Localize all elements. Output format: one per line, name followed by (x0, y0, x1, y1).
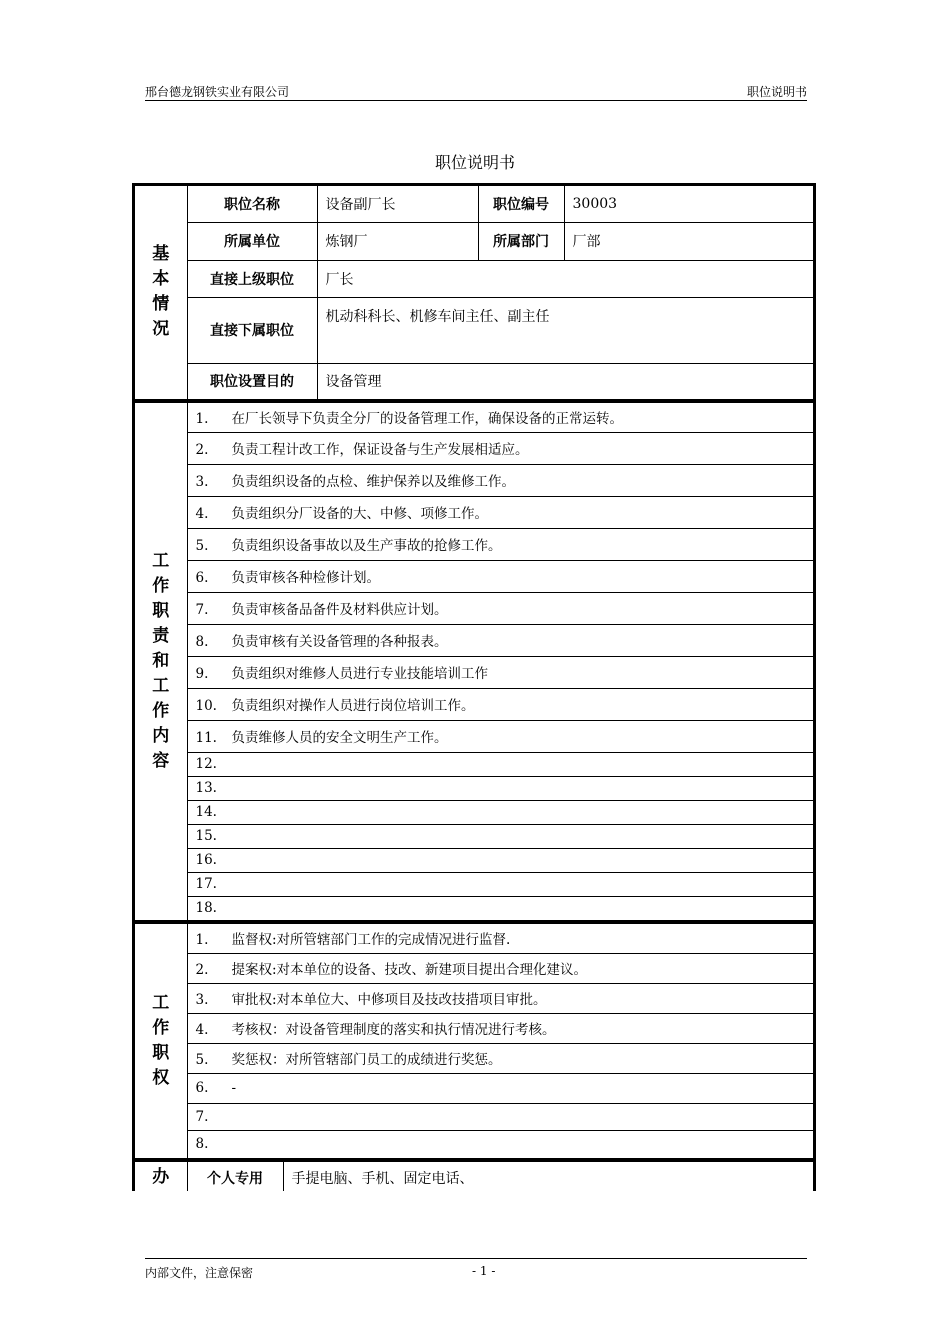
duties-row (135, 528, 813, 560)
authority-item (187, 983, 813, 1013)
dept-label: 所属部门 (478, 222, 564, 260)
duties-item-number: 2. (195, 442, 209, 458)
duties-item-text: 负责组织设备事故以及生产事故的抢修工作。 (231, 538, 502, 554)
section-duties (135, 401, 187, 920)
position-name-label: 职位名称 (187, 186, 317, 222)
authority-item-number: 4. (195, 1022, 209, 1038)
purpose-value: 设备管理 (317, 363, 813, 399)
duties-row (135, 432, 813, 464)
duties-item-number: 3. (195, 474, 209, 490)
duties-item (187, 656, 813, 688)
duties-item (187, 752, 813, 776)
duties-item (187, 720, 813, 752)
authority-item (187, 1130, 813, 1158)
duties-item-text: 负责组织设备的点检、维护保养以及维修工作。 (231, 474, 515, 490)
subordinate-value: 机动科科长、机修车间主任、副主任 (317, 297, 813, 363)
duties-row (135, 896, 813, 920)
duties-item-text: 负责组织对维修人员进行专业技能培训工作 (231, 666, 488, 682)
page-number: - 1 - (472, 1264, 496, 1278)
duties-item-number: 7. (195, 602, 209, 618)
duties-item (187, 496, 813, 528)
authority-row (135, 922, 813, 953)
duties-item-number: 9. (195, 666, 209, 682)
office-table (135, 1159, 813, 1192)
duties-item-number: 12. (195, 756, 217, 772)
duties-row (135, 688, 813, 720)
section-authority (135, 922, 187, 1158)
duties-item-number: 6. (195, 570, 209, 586)
duties-row (135, 624, 813, 656)
duties-item-number: 15. (195, 828, 217, 844)
duties-item-text: 负责组织对操作人员进行岗位培训工作。 (231, 698, 475, 714)
confidential-note: 内部文件，注意保密 (145, 1266, 254, 1280)
duties-row (135, 776, 813, 800)
duties-item (187, 872, 813, 896)
duties-item-number: 11. (195, 730, 217, 746)
duties-item-number: 1. (195, 411, 209, 427)
duties-item-text: 负责审核各种检修计划。 (231, 570, 380, 586)
page-header (145, 82, 807, 101)
company-name: 邢台德龙钢铁实业有限公司 (145, 85, 290, 99)
section-basic (135, 186, 187, 399)
duties-item (187, 624, 813, 656)
authority-item (187, 922, 813, 953)
authority-item (187, 1013, 813, 1043)
duties-row (135, 656, 813, 688)
duties-row (135, 592, 813, 624)
duties-row (135, 496, 813, 528)
superior-label: 直接上级职位 (187, 260, 317, 297)
duties-row (135, 752, 813, 776)
duties-item-text: 在厂长领导下负责全分厂的设备管理工作，确保设备的正常运转。 (231, 411, 623, 427)
authority-item-number: 7. (195, 1108, 209, 1125)
authority-row (135, 1103, 813, 1130)
duties-item-text: 负责组织分厂设备的大、中修、项修工作。 (231, 506, 488, 522)
unit-value: 炼钢厂 (317, 222, 478, 260)
authority-row (135, 983, 813, 1013)
duties-item (187, 848, 813, 872)
duties-item-number: 17. (195, 876, 217, 892)
job-description-table (132, 183, 816, 1191)
position-name-value: 设备副厂长 (317, 186, 478, 222)
duties-item-number: 4. (195, 506, 209, 522)
authority-row (135, 1043, 813, 1073)
duties-row (135, 560, 813, 592)
duties-row (135, 824, 813, 848)
authority-table (135, 921, 813, 1159)
section-authority-label: 工作职权 (152, 992, 170, 1088)
section-basic-label: 基本情况 (152, 244, 170, 340)
authority-item-text: 监督权:对所管辖部门工作的完成情况进行监督. (231, 932, 511, 948)
authority-item-number: 2. (195, 962, 209, 978)
authority-item-text: 奖惩权：对所管辖部门员工的成绩进行奖惩。 (231, 1052, 502, 1068)
doc-type: 职位说明书 (746, 85, 807, 99)
duties-table (135, 400, 813, 921)
duties-item-text: 负责维修人员的安全文明生产工作。 (231, 730, 448, 746)
authority-item (187, 1043, 813, 1073)
duties-row (135, 800, 813, 824)
personal-use-label: 个人专用 (187, 1160, 283, 1191)
duties-item (187, 528, 813, 560)
duties-item (187, 432, 813, 464)
authority-item-number: 3. (195, 992, 209, 1008)
duties-item (187, 896, 813, 920)
duties-row (135, 720, 813, 752)
authority-item-text: - (231, 1080, 237, 1096)
authority-row (135, 953, 813, 983)
authority-item-number: 5. (195, 1052, 209, 1068)
duties-item (187, 464, 813, 496)
duties-item-number: 10. (195, 698, 217, 714)
duties-item (187, 800, 813, 824)
duties-item-text: 负责审核有关设备管理的各种报表。 (231, 634, 448, 650)
authority-item-number: 8. (195, 1136, 209, 1152)
duties-item-number: 5. (195, 538, 209, 554)
personal-use-value: 手提电脑、手机、固定电话、 (283, 1160, 813, 1191)
duties-row (135, 848, 813, 872)
superior-value: 厂长 (317, 260, 813, 297)
duties-item (187, 401, 813, 432)
duties-item-text: 负责审核备品备件及材料供应计划。 (231, 602, 448, 618)
authority-row (135, 1073, 813, 1103)
authority-item (187, 1073, 813, 1103)
position-code-value: 30003 (564, 186, 813, 222)
duties-item-text: 负责工程计改工作，保证设备与生产发展相适应。 (231, 442, 529, 458)
subordinate-label: 直接下属职位 (187, 297, 317, 363)
duties-row (135, 464, 813, 496)
authority-item (187, 1103, 813, 1130)
duties-item (187, 592, 813, 624)
duties-row (135, 872, 813, 896)
duties-item-number: 13. (195, 780, 217, 796)
position-code-label: 职位编号 (478, 186, 564, 222)
page-footer (145, 1258, 807, 1281)
duties-item-number: 18. (195, 900, 217, 916)
duties-item (187, 824, 813, 848)
authority-item (187, 953, 813, 983)
duties-item-number: 16. (195, 852, 217, 868)
duties-item-number: 8. (195, 634, 209, 650)
purpose-label: 职位设置目的 (187, 363, 317, 399)
section-duties-label: 工作职责和工作内容 (152, 550, 170, 771)
authority-row (135, 1013, 813, 1043)
dept-value: 厂部 (564, 222, 813, 260)
duties-item (187, 688, 813, 720)
duties-row (135, 401, 813, 432)
authority-item-text: 审批权:对本单位大、中修项目及技改技措项目审批。 (231, 992, 547, 1008)
duties-item-number: 14. (195, 804, 217, 820)
section-office: 办 (135, 1160, 187, 1191)
authority-item-text: 提案权:对本单位的设备、技改、新建项目提出合理化建议。 (231, 962, 588, 978)
duties-item (187, 776, 813, 800)
authority-item-number: 1. (195, 932, 209, 948)
duties-item (187, 560, 813, 592)
page-title: 职位说明书 (434, 153, 515, 172)
authority-row (135, 1130, 813, 1158)
authority-item-number: 6. (195, 1080, 209, 1096)
authority-item-text: 考核权：对设备管理制度的落实和执行情况进行考核。 (231, 1022, 556, 1038)
unit-label: 所属单位 (187, 222, 317, 260)
